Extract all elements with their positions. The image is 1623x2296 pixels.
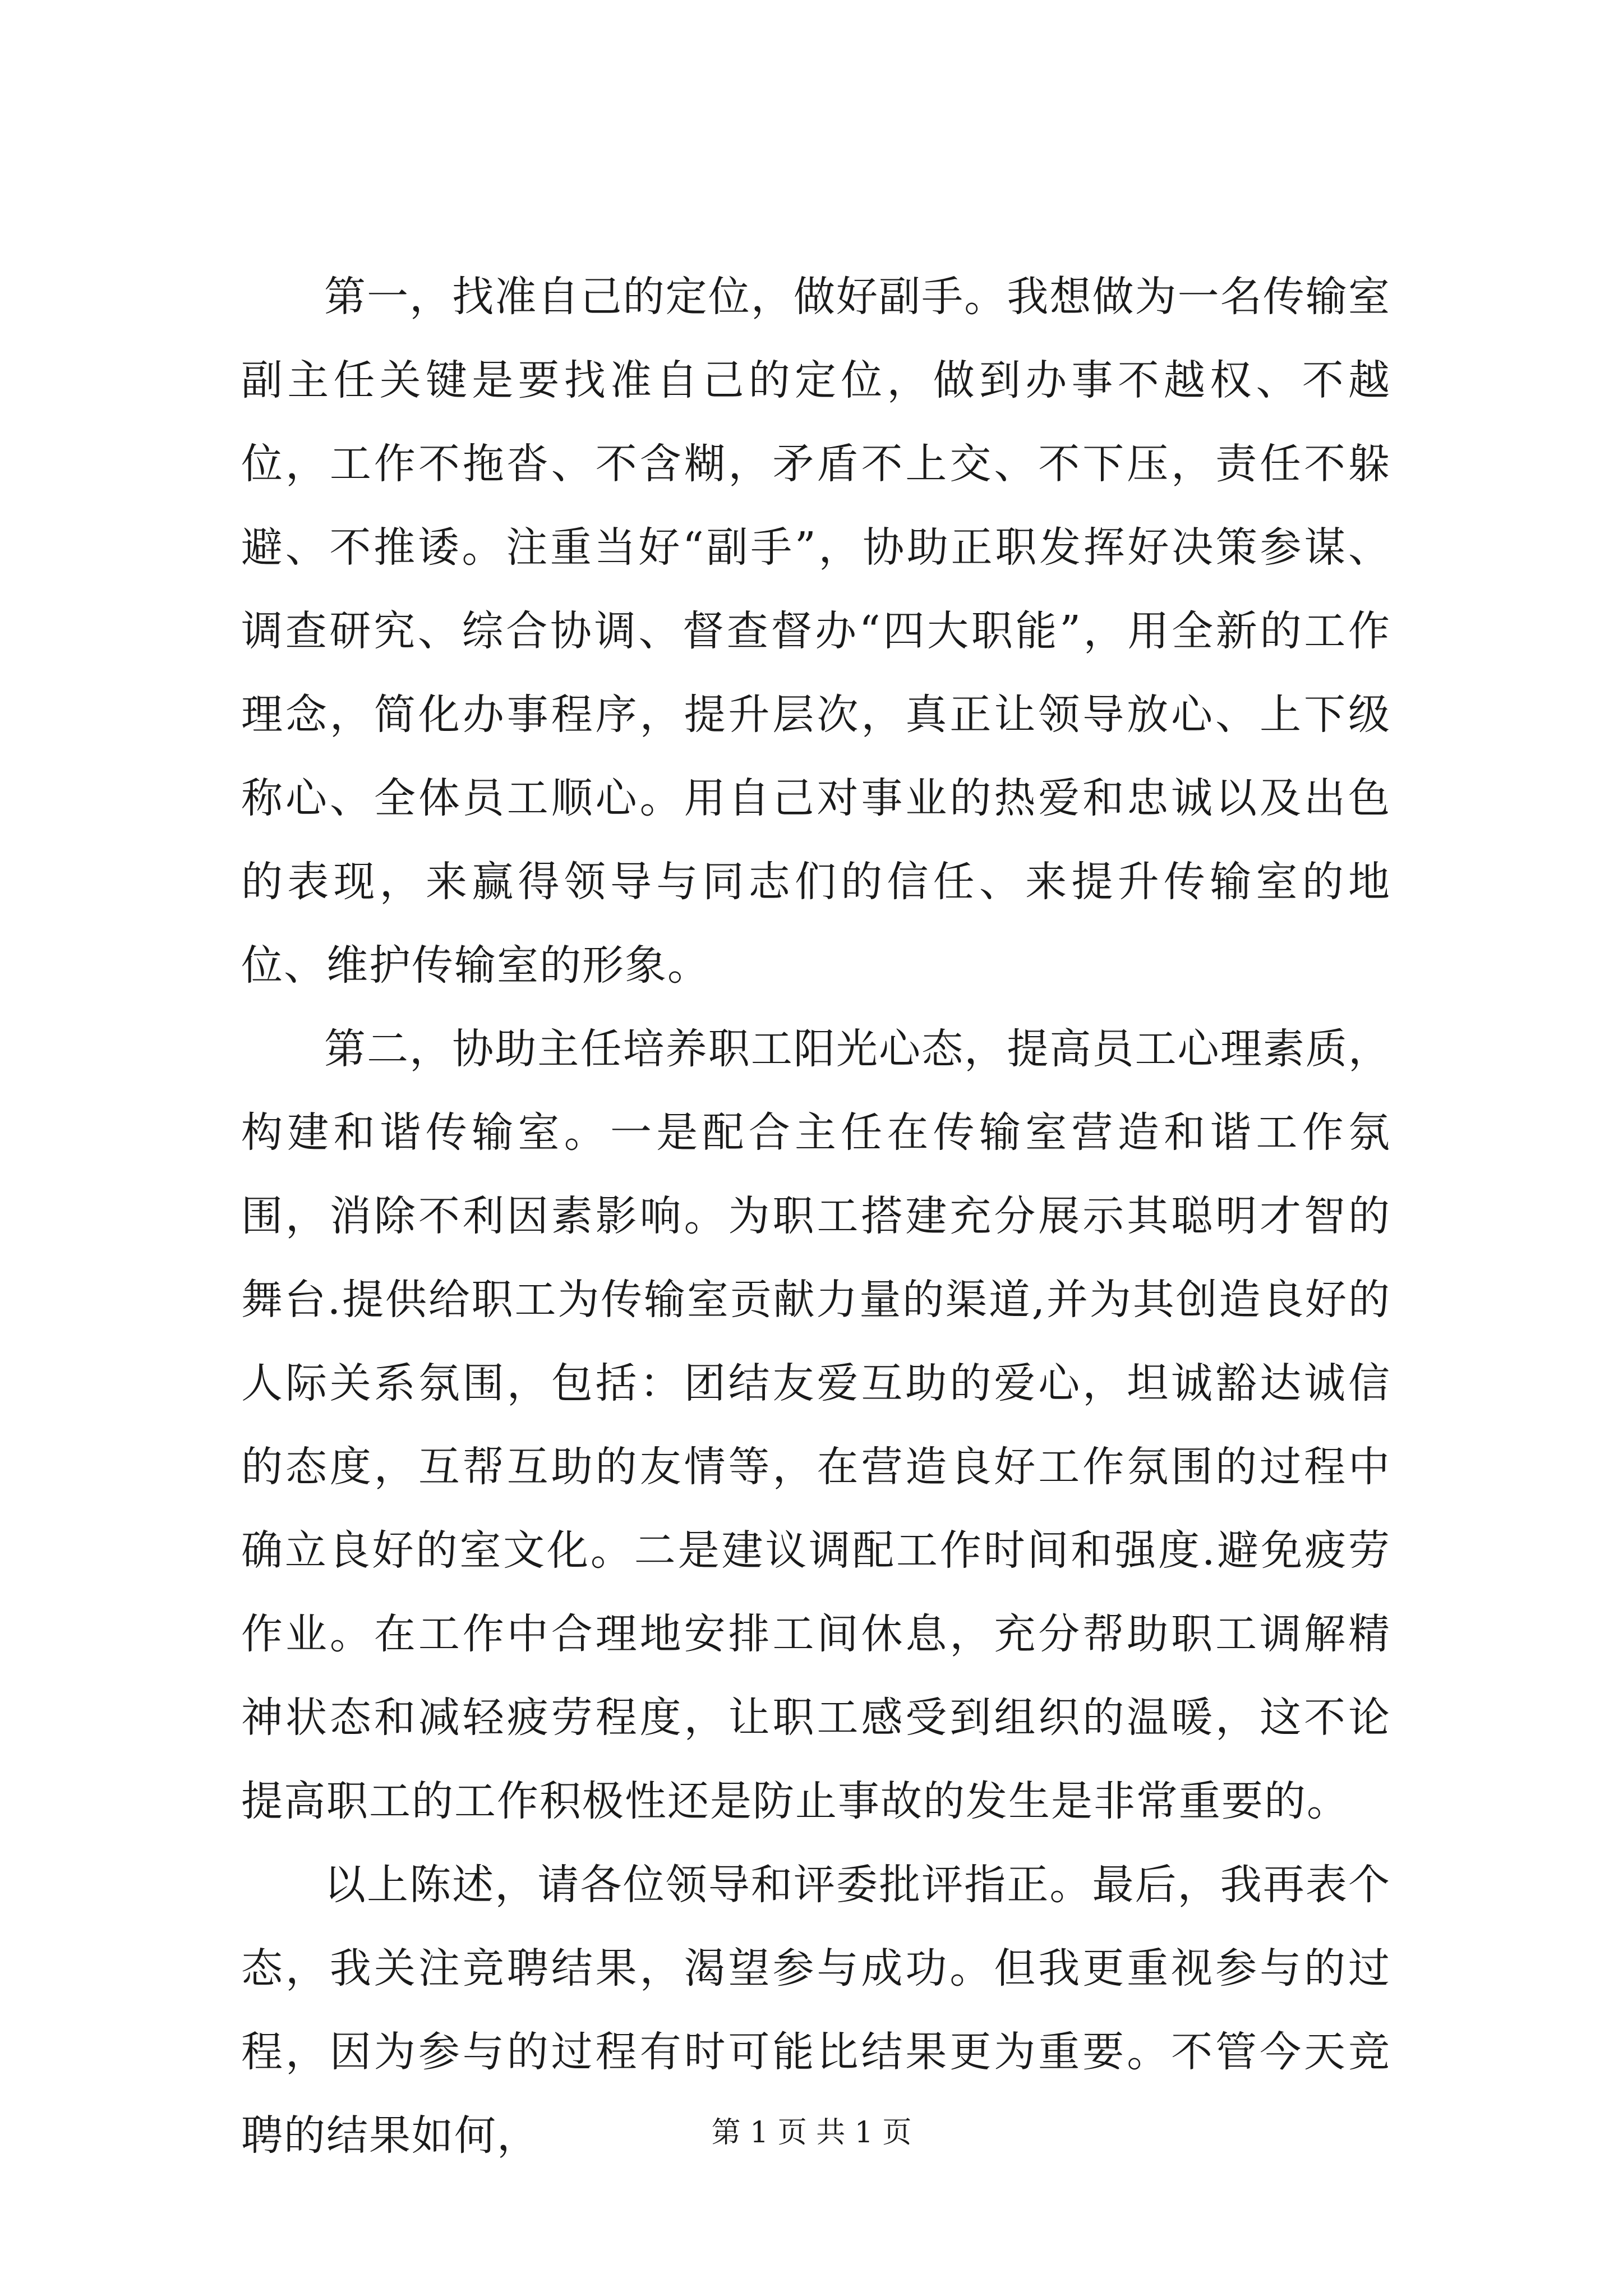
paragraph-2: 第二，协助主任培养职工阳光心态，提高员工心理素质，构建和谐传输室。一是配合主任在传输室营造和谐工作氛围，消除不利因素影响。为职工搭建充分展示其聪明才智的舞台.提供给职工为传输室贡献力量的渠道,并为其创造良好的人际关系氛围，包括：团结友爱互助的爱心，坦诚豁达诚信的态度，互帮互助的友情等，在营造良好工作氛围的过程中确立良好的室文化。二是建议调配工作时间和强度.避免疲劳作业。在工作中合理地安排工间休息，充分帮助职工调解精神状态和减轻疲劳程度，让职工感受到组织的温暖，这不论提高职工的工作积极性还是防止事故的发生是非常重要的。 <box>241 1025 1391 1825</box>
document-body <box>241 255 1391 2178</box>
paragraph-1: 第一，找准自己的定位，做好副手。我想做为一名传输室副主任关键是要找准自己的定位，做到办事不越权、不越位，工作不拖沓、不含糊，矛盾不上交、不下压，责任不躲避、不推诿。注重当好“副手”，协助正职发挥好决策参谋、调查研究、综合协调、督查督办“四大职能”，用全新的工作理念，简化办事程序，提升层次，真正让领导放心、上下级称心、全体员工顺心。用自己对事业的热爱和忠诚以及出色的表现，来赢得领导与同志们的信任、来提升传输室的地位、维护传输室的形象。 <box>241 273 1391 990</box>
page-footer: 第 1 页 共 1 页 <box>711 2116 912 2150</box>
paragraph-3: 以上陈述，请各位领导和评委批评指正。最后，我再表个态，我关注竞聘结果，渴望参与成功。但我更重视参与的过程，因为参与的过程有时可能比结果更为重要。不管今天竞聘的结果如何， <box>241 1861 1391 2160</box>
